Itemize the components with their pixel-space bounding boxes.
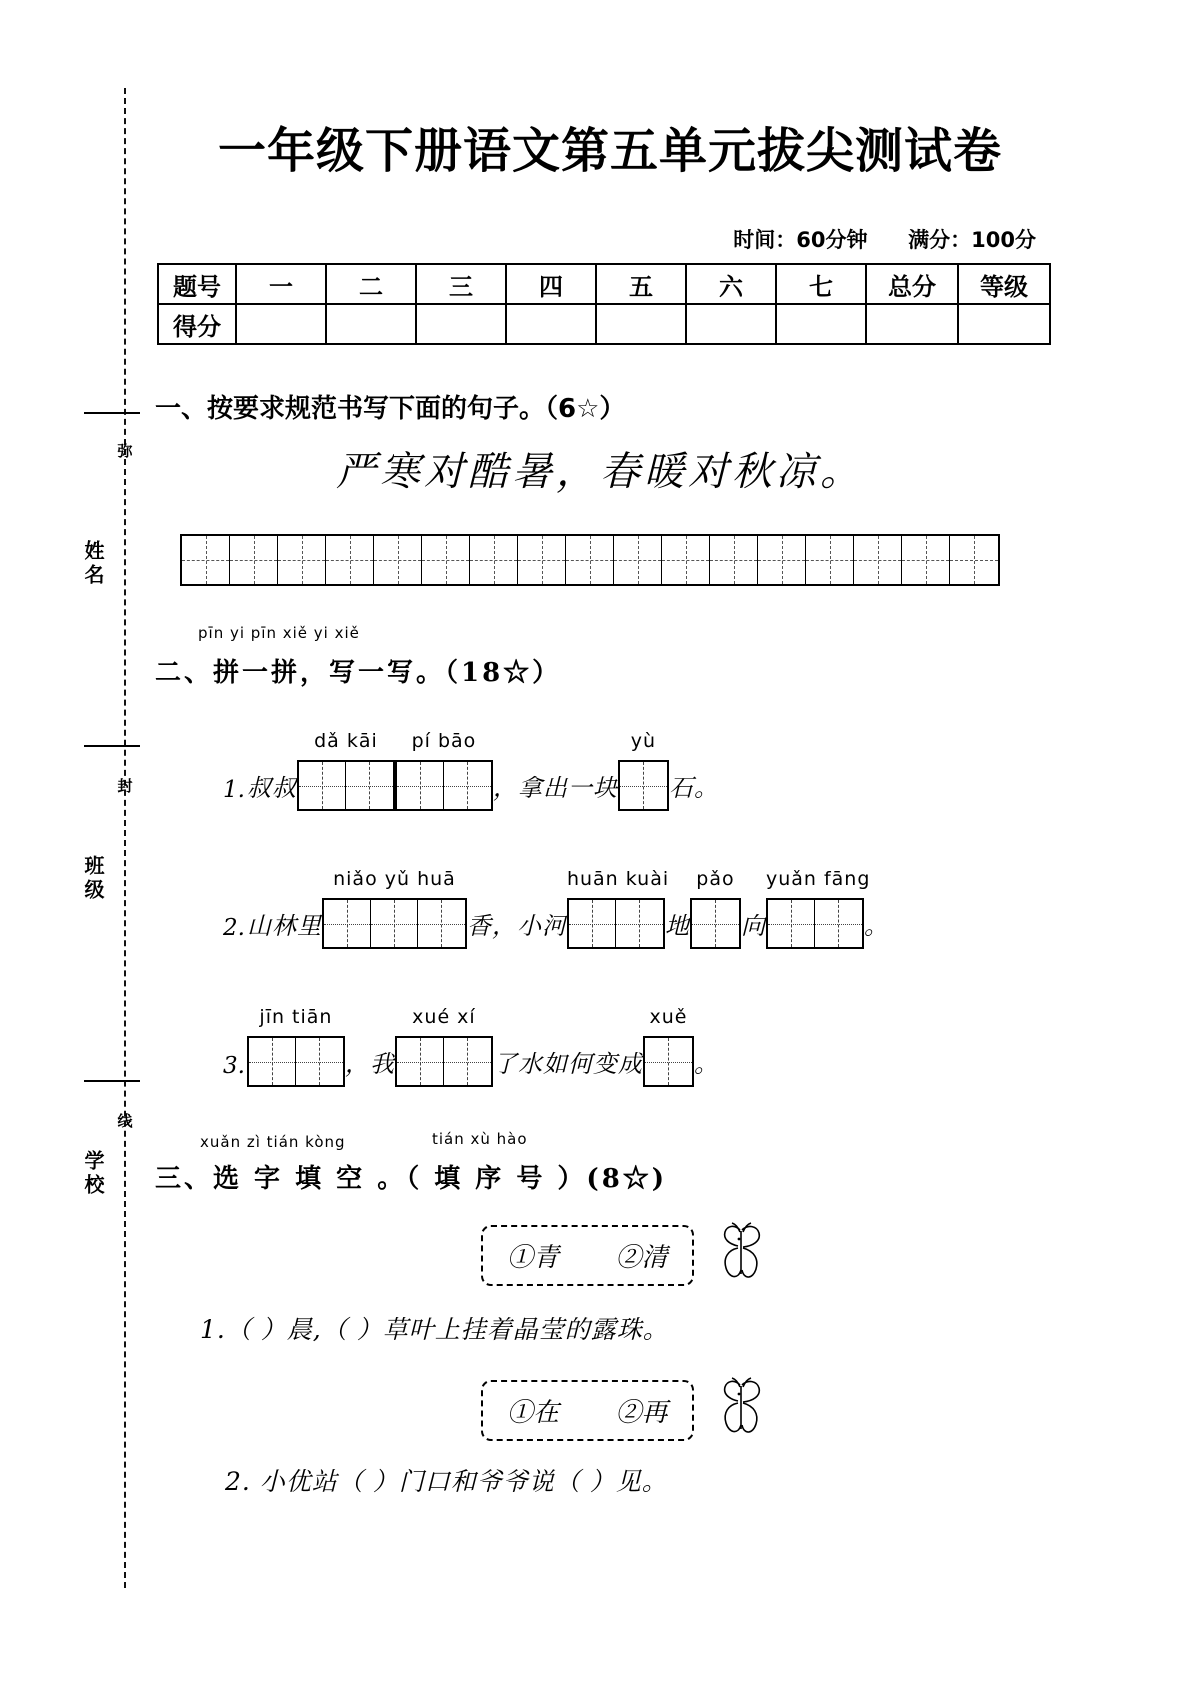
answer-box[interactable] <box>395 1036 493 1087</box>
section1-writing-grid[interactable] <box>180 534 1000 586</box>
score-table-col-4: 五 <box>596 264 686 304</box>
section2-question-1 <box>223 730 719 811</box>
section3-question-1[interactable]: 1.（ ）晨,（ ）草叶上挂着晶莹的露珠。 <box>200 1315 669 1344</box>
answer-cell[interactable] <box>569 900 616 947</box>
score-table-col-2: 三 <box>416 264 506 304</box>
pinyin-label: dǎ kāi <box>314 730 378 752</box>
writing-grid-cell[interactable] <box>854 536 902 584</box>
score-table-col-0: 一 <box>236 264 326 304</box>
answer-cell[interactable] <box>444 762 491 809</box>
answer-cell[interactable] <box>768 900 815 947</box>
writing-grid-cell[interactable] <box>422 536 470 584</box>
pinyin-label: pǎo <box>696 868 735 890</box>
answer-box-group <box>690 868 741 949</box>
pinyin-label: niǎo yǔ huā <box>333 868 456 890</box>
writing-grid-cell[interactable] <box>662 536 710 584</box>
score-table-col-6: 七 <box>776 264 866 304</box>
section2-question-3 <box>223 1006 719 1087</box>
answer-box-group <box>395 730 493 811</box>
answer-box-group <box>765 868 871 949</box>
answer-box[interactable] <box>618 760 669 811</box>
option-2-a[interactable]: ①在 <box>507 1398 560 1428</box>
question-text: ，我 <box>344 1050 395 1078</box>
score-cell-5[interactable] <box>686 304 776 344</box>
section3-pinyin-note-2: tián xù hào <box>432 1130 528 1148</box>
answer-cell[interactable] <box>371 900 418 947</box>
question-text: 香，小河 <box>466 912 567 940</box>
answer-cell[interactable] <box>324 900 371 947</box>
seal-field-school: 学校 <box>81 1150 105 1198</box>
answer-box-group <box>322 868 467 949</box>
writing-grid-cell[interactable] <box>182 536 230 584</box>
question-text: 向 <box>740 912 766 940</box>
question-text: 山林里 <box>246 912 322 940</box>
option-2-b[interactable]: ②再 <box>615 1398 668 1428</box>
answer-box[interactable] <box>247 1036 345 1087</box>
writing-grid-cell[interactable] <box>326 536 374 584</box>
butterfly-icon-2 <box>718 1377 764 1439</box>
answer-box[interactable] <box>395 760 493 811</box>
pinyin-label: yuǎn fāng <box>765 868 871 890</box>
question-text: 。 <box>863 912 889 940</box>
question-number: 3. <box>223 1053 245 1079</box>
writing-grid-cell[interactable] <box>758 536 806 584</box>
answer-cell[interactable] <box>418 900 465 947</box>
answer-box[interactable] <box>297 760 395 811</box>
score-table <box>157 263 1051 345</box>
answer-box-group <box>247 1006 345 1087</box>
score-cell-3[interactable] <box>506 304 596 344</box>
score-table-header-row <box>158 264 1050 304</box>
answer-box-group <box>643 1006 694 1087</box>
score-table-col-total: 总分 <box>866 264 958 304</box>
answer-cell[interactable] <box>616 900 663 947</box>
pinyin-label: yù <box>630 730 657 752</box>
section2-pinyin-note: pīn yi pīn xiě yi xiě <box>198 624 360 642</box>
exam-meta <box>733 224 1036 254</box>
section2-heading: 二、拼一拼，写一写。（18☆） <box>155 658 562 688</box>
answer-cell[interactable] <box>645 1038 692 1085</box>
answer-box-group <box>297 730 395 811</box>
score-cell-0[interactable] <box>236 304 326 344</box>
score-table-row-header-1: 得分 <box>158 304 236 344</box>
answer-box[interactable] <box>567 898 665 949</box>
score-table-col-5: 六 <box>686 264 776 304</box>
writing-grid-cell[interactable] <box>374 536 422 584</box>
full-score-label: 满分：100分 <box>908 228 1036 252</box>
writing-grid-cell[interactable] <box>470 536 518 584</box>
seal-rule-school <box>84 1080 140 1082</box>
butterfly-icon-1 <box>718 1222 764 1284</box>
answer-cell[interactable] <box>397 1038 444 1085</box>
answer-cell[interactable] <box>620 762 667 809</box>
answer-box[interactable] <box>643 1036 694 1087</box>
section3-option-box-2[interactable] <box>481 1380 694 1441</box>
question-text: 地 <box>664 912 690 940</box>
seal-field-name: 姓名 <box>81 540 105 588</box>
writing-grid-cell[interactable] <box>518 536 566 584</box>
question-text: 叔叔 <box>246 774 297 802</box>
score-table-col-3: 四 <box>506 264 596 304</box>
writing-grid-cell[interactable] <box>278 536 326 584</box>
score-cell-1[interactable] <box>326 304 416 344</box>
answer-box[interactable] <box>766 898 864 949</box>
score-cell-4[interactable] <box>596 304 686 344</box>
answer-cell[interactable] <box>444 1038 491 1085</box>
section3-heading: 三、选 字 填 空 。（ 填 序 号 ）(8☆) <box>155 1164 668 1194</box>
answer-cell[interactable] <box>815 900 862 947</box>
answer-cell[interactable] <box>296 1038 343 1085</box>
section3-question-2[interactable]: 2. 小优站（ ）门口和爷爷说（ ）见。 <box>225 1467 668 1496</box>
pinyin-label: pí bāo <box>411 730 477 752</box>
section2-question-2 <box>223 868 889 949</box>
page-title: 一年级下册语文第五单元拔尖测试卷 <box>217 123 1002 179</box>
answer-box[interactable] <box>690 898 741 949</box>
writing-grid-cell[interactable] <box>614 536 662 584</box>
score-table-col-1: 二 <box>326 264 416 304</box>
section3-pinyin-note-1: xuǎn zì tián kòng <box>200 1133 346 1151</box>
seal-mark-1: 封 <box>117 777 133 795</box>
seal-rule-class <box>84 745 140 747</box>
answer-box[interactable] <box>322 898 467 949</box>
section1-heading: 一、按要求规范书写下面的句子。（6☆） <box>155 394 626 424</box>
question-number: 2. <box>223 915 245 941</box>
writing-grid-cell[interactable] <box>230 536 278 584</box>
seal-mark-2: 线 <box>117 1112 133 1130</box>
score-table-row-header-0: 题号 <box>158 264 236 304</box>
answer-cell[interactable] <box>692 900 739 947</box>
score-cell-2[interactable] <box>416 304 506 344</box>
score-cell-total[interactable] <box>866 304 958 344</box>
pinyin-label: xuě <box>649 1006 688 1028</box>
question-text: 了水如何变成 <box>492 1050 643 1078</box>
answer-cell[interactable] <box>299 762 346 809</box>
answer-box-group <box>618 730 669 811</box>
pinyin-label: xué xí <box>412 1006 476 1028</box>
score-table-score-row <box>158 304 1050 344</box>
question-text: 。 <box>693 1050 719 1078</box>
score-table-col-grade: 等级 <box>958 264 1050 304</box>
pinyin-label: jīn tiān <box>259 1006 333 1028</box>
question-text: ，拿出一块 <box>492 774 618 802</box>
time-limit-label: 时间：60分钟 <box>733 228 868 252</box>
seal-dashed-line <box>124 88 126 1588</box>
score-cell-grade[interactable] <box>958 304 1050 344</box>
section1-sample-sentence: 严寒对酷暑，春暖对秋凉。 <box>336 449 864 495</box>
writing-grid-cell[interactable] <box>902 536 950 584</box>
option-1-a[interactable]: ①青 <box>507 1243 560 1273</box>
answer-cell[interactable] <box>397 762 444 809</box>
writing-grid-cell[interactable] <box>566 536 614 584</box>
question-number: 1. <box>223 777 245 803</box>
score-cell-6[interactable] <box>776 304 866 344</box>
writing-grid-cell[interactable] <box>950 536 998 584</box>
writing-grid-cell[interactable] <box>710 536 758 584</box>
option-1-b[interactable]: ②清 <box>615 1243 668 1273</box>
answer-cell[interactable] <box>249 1038 296 1085</box>
pinyin-label: huān kuài <box>566 868 670 890</box>
seal-rule-name <box>84 412 140 414</box>
writing-grid-cell[interactable] <box>806 536 854 584</box>
answer-box-group <box>566 868 670 949</box>
seal-field-class: 班级 <box>81 855 105 903</box>
answer-cell[interactable] <box>346 762 393 809</box>
section3-option-box-1[interactable] <box>481 1225 694 1286</box>
seal-mark-0: 弥 <box>117 442 133 460</box>
answer-box-group <box>395 1006 493 1087</box>
question-text: 石。 <box>668 774 719 802</box>
